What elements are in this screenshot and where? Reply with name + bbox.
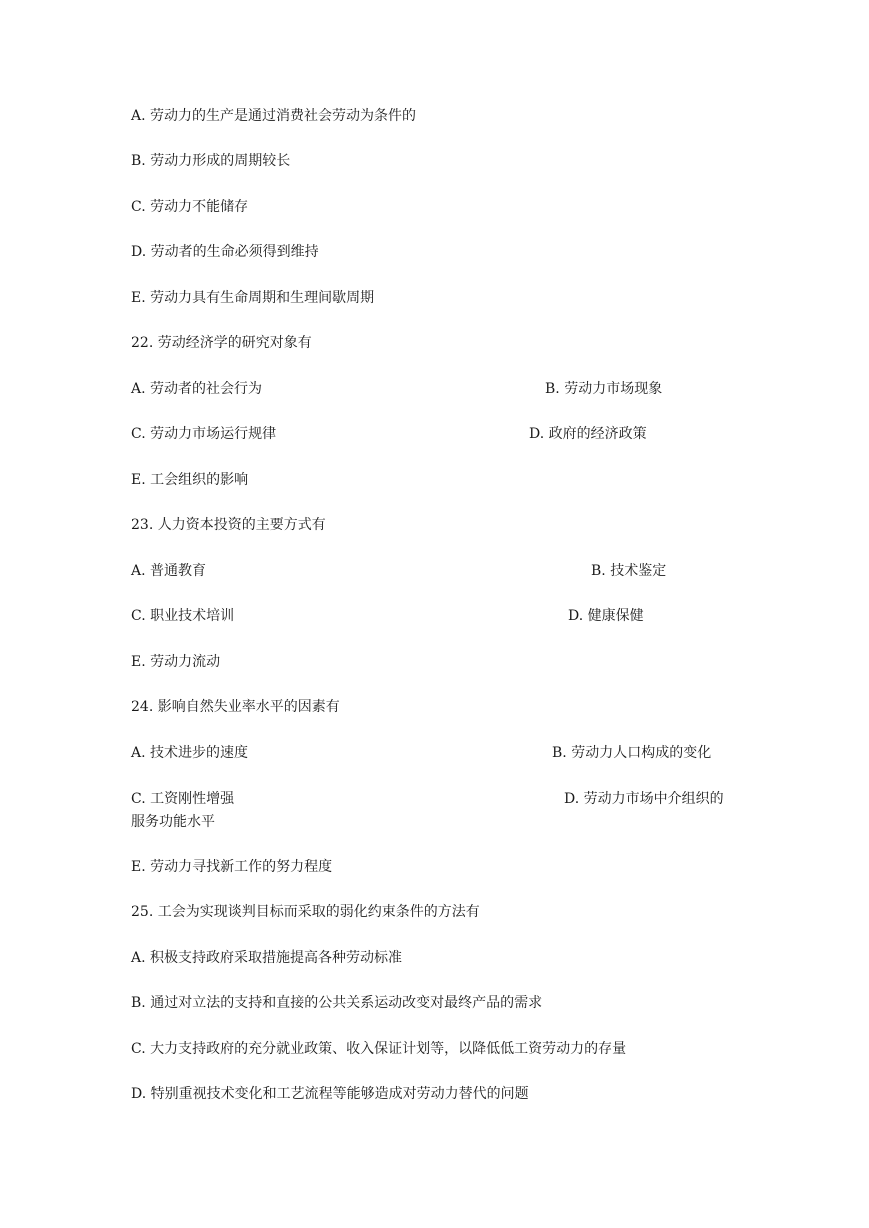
q23-option-e: E. 劳动力流动	[131, 654, 221, 670]
q22-question: 22. 劳动经济学的研究对象有	[131, 335, 312, 351]
q22-option-b: B. 劳动力市场现象	[545, 381, 663, 397]
q21-option-b: B. 劳动力形成的周期较长	[131, 153, 291, 169]
q21-option-c: C. 劳动力不能储存	[131, 199, 249, 215]
q24-question: 24. 影响自然失业率水平的因素有	[131, 699, 340, 715]
q23-option-a: A. 普通教育	[131, 563, 207, 579]
q24-option-b: B. 劳动力人口构成的变化	[552, 745, 712, 761]
q23-option-d: D. 健康保健	[568, 608, 644, 624]
q21-option-d: D. 劳动者的生命必须得到维持	[131, 244, 319, 260]
q23-option-c: C. 职业技术培训	[131, 608, 235, 624]
q25-option-a: A. 积极支持政府采取措施提高各种劳动标准	[131, 950, 403, 966]
q24-option-d-continued: 服务功能水平	[131, 814, 215, 830]
q21-option-e: E. 劳动力具有生命周期和生理间歇周期	[131, 290, 375, 306]
q22-option-a: A. 劳动者的社会行为	[131, 381, 263, 397]
q24-option-a: A. 技术进步的速度	[131, 745, 249, 761]
q25-option-d: D. 特别重视技术变化和工艺流程等能够造成对劳动力替代的问题	[131, 1086, 529, 1102]
q24-option-c: C. 工资刚性增强	[131, 791, 235, 807]
q25-option-b: B. 通过对立法的支持和直接的公共关系运动改变对最终产品的需求	[131, 995, 543, 1011]
q22-option-d: D. 政府的经济政策	[529, 426, 647, 442]
q24-option-d: D. 劳动力市场中介组织的	[564, 791, 724, 807]
q21-option-a: A. 劳动力的生产是通过消费社会劳动为条件的	[131, 108, 417, 124]
q25-option-c: C. 大力支持政府的充分就业政策、收入保证计划等，以降低低工资劳动力的存量	[131, 1041, 627, 1057]
q23-question: 23. 人力资本投资的主要方式有	[131, 517, 326, 533]
q22-option-e: E. 工会组织的影响	[131, 472, 249, 488]
q24-option-e: E. 劳动力寻找新工作的努力程度	[131, 859, 333, 875]
q23-option-b: B. 技术鉴定	[591, 563, 667, 579]
q22-option-c: C. 劳动力市场运行规律	[131, 426, 277, 442]
q25-question: 25. 工会为实现谈判目标而采取的弱化约束条件的方法有	[131, 904, 480, 920]
